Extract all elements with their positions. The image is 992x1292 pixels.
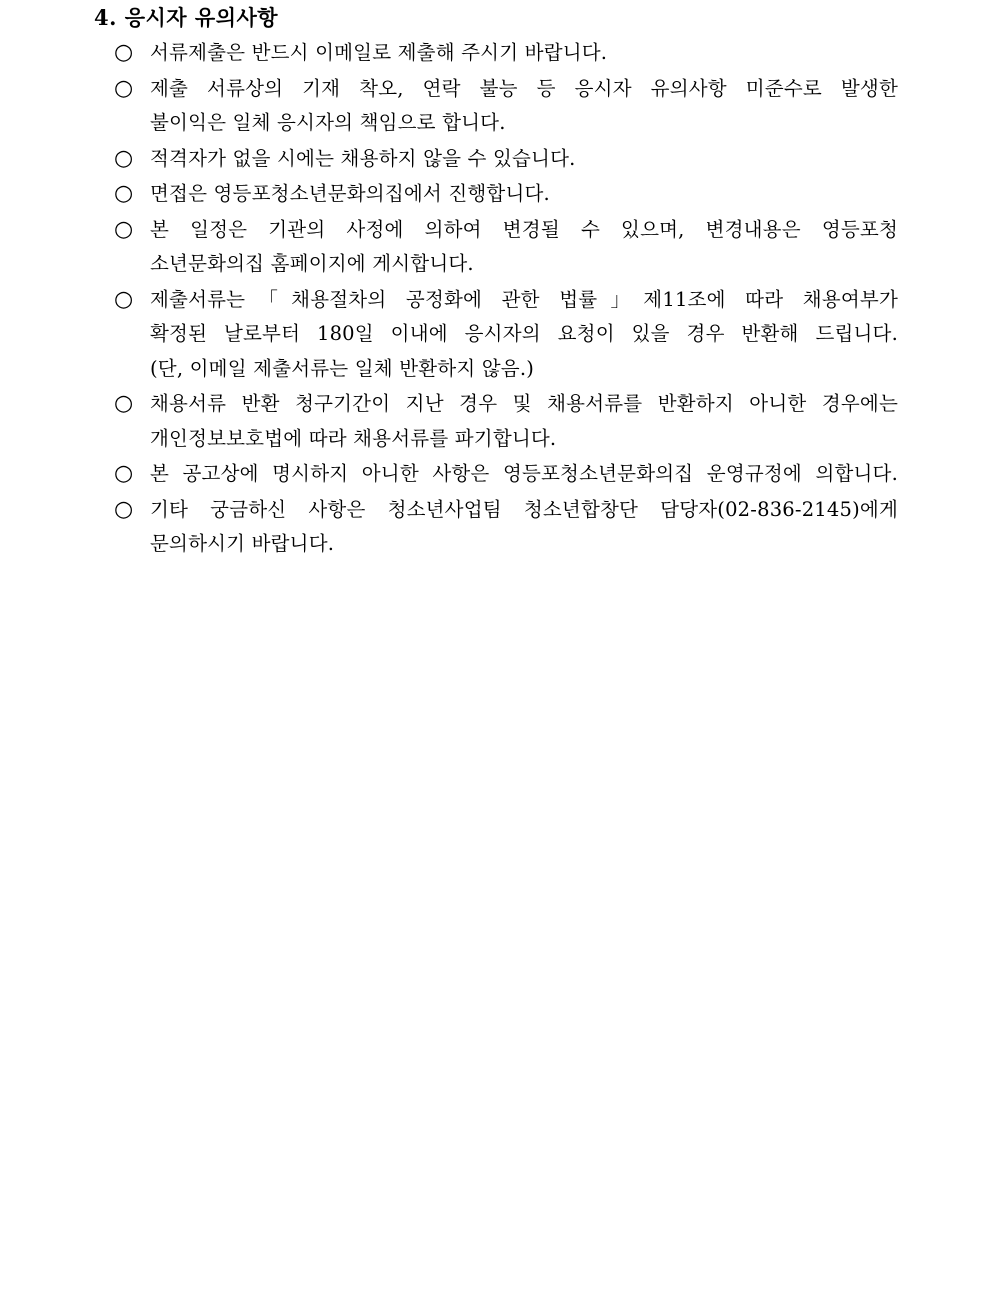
notice-item [114, 283, 898, 387]
circle-bullet-icon: ○ [114, 145, 134, 171]
circle-bullet-icon: ○ [114, 496, 134, 522]
notice-line: 기타 궁금하신 사항은 청소년사업팀 청소년합창단 담당자(02-836-2145)에게 [150, 497, 898, 521]
notice-item [114, 457, 898, 492]
notice-line: 본 공고상에 명시하지 아니한 사항은 영등포청소년문화의집 운영규정에 의합니다. [150, 462, 898, 485]
notice-item [114, 36, 898, 71]
notice-text [150, 493, 898, 562]
notice-line: 제출서류는「채용절차의 공정화에 관한 법률」제11조에 따라 채용여부가 [150, 287, 898, 311]
notice-list [114, 36, 898, 563]
notice-text [150, 387, 898, 456]
notice-line: 개인정보보호법에 따라 채용서류를 파기합니다. [150, 426, 557, 450]
notice-line: 적격자가 없을 시에는 채용하지 않을 수 있습니다. [150, 146, 576, 170]
notice-line: 확정된 날로부터 180일 이내에 응시자의 요청이 있을 경우 반환해 드립니다. [150, 322, 898, 345]
section-title: 4. 응시자 유의사항 [94, 5, 279, 30]
circle-bullet-icon: ○ [114, 391, 134, 416]
circle-bullet-icon: ○ [114, 461, 134, 486]
circle-bullet-icon: ○ [114, 40, 134, 65]
notice-text [150, 36, 898, 71]
notice-item [114, 142, 898, 177]
notice-text [150, 177, 898, 212]
notice-item [114, 177, 898, 212]
notice-text [150, 142, 898, 177]
notice-item [114, 387, 898, 456]
notice-line: 본 일정은 기관의 사정에 의하여 변경될 수 있으며, 변경내용은 영등포청 [150, 217, 898, 241]
notice-line: 면접은 영등포청소년문화의집에서 진행합니다. [150, 182, 550, 205]
notice-line: 불이익은 일체 응시자의 책임으로 합니다. [150, 111, 506, 134]
circle-bullet-icon: ○ [114, 286, 134, 312]
circle-bullet-icon: ○ [114, 216, 134, 242]
notice-text [150, 72, 898, 141]
circle-bullet-icon: ○ [114, 181, 134, 206]
notice-line: (단, 이메일 제출서류는 일체 반환하지 않음.) [150, 356, 535, 380]
notice-line: 서류제출은 반드시 이메일로 제출해 주시기 바랍니다. [150, 41, 608, 64]
notice-text [150, 283, 898, 387]
notice-text [150, 457, 898, 492]
notice-item [114, 72, 898, 141]
notice-text [150, 213, 898, 282]
notice-item [114, 493, 898, 562]
notice-line: 문의하시기 바랍니다. [150, 532, 335, 555]
notice-item [114, 213, 898, 282]
notice-line: 채용서류 반환 청구기간이 지난 경우 및 채용서류를 반환하지 아니한 경우에는 [150, 392, 898, 415]
notice-line: 소년문화의집 홈페이지에 게시합니다. [150, 252, 474, 275]
notice-line: 제출 서류상의 기재 착오, 연락 불능 등 응시자 유의사항 미준수로 발생한 [150, 76, 898, 100]
circle-bullet-icon: ○ [114, 75, 134, 101]
